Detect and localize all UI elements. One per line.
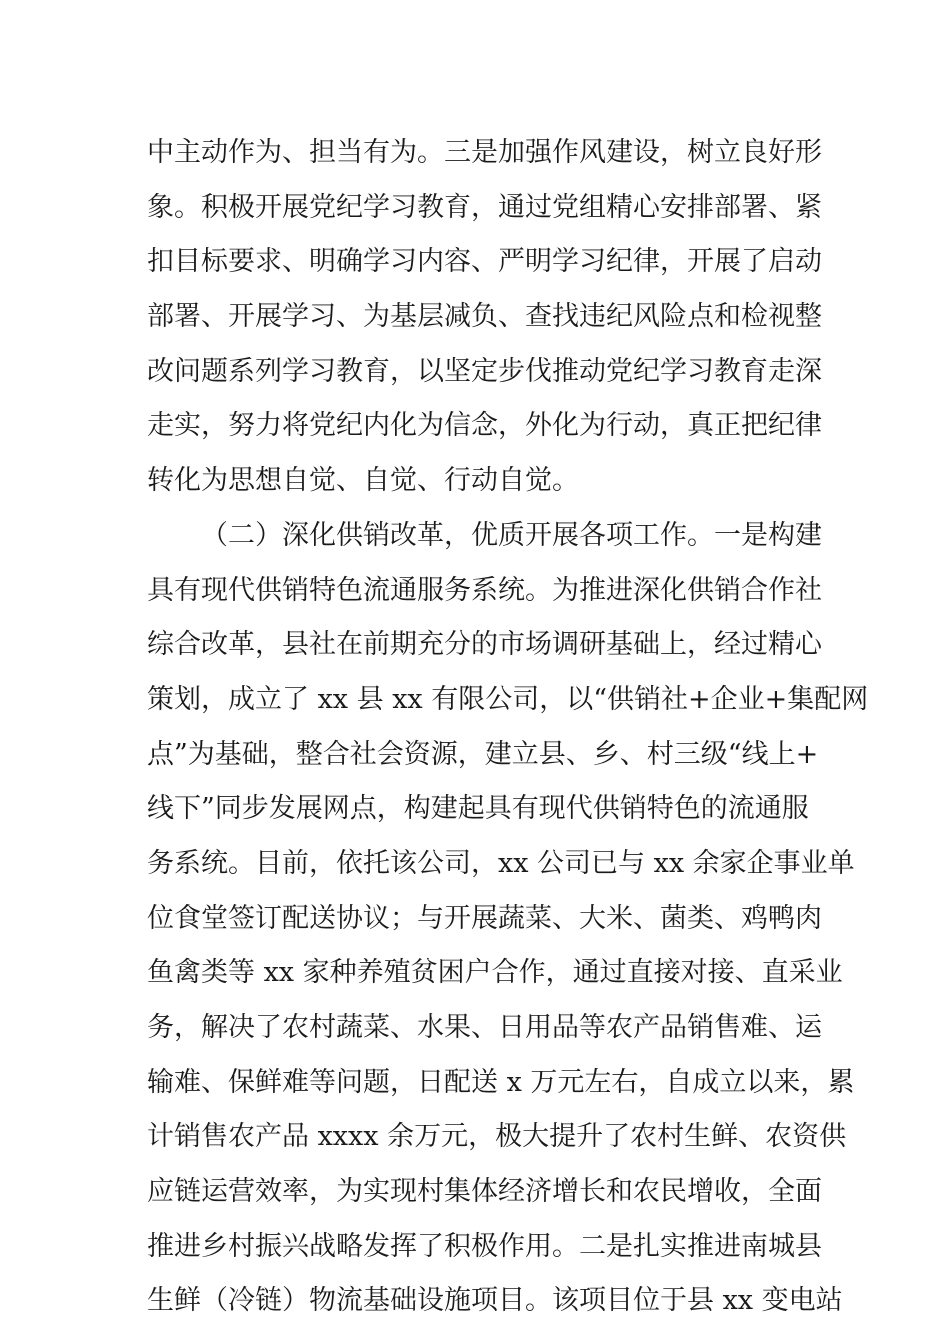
- text-line: 走实，努力将党纪内化为信念，外化为行动，真正把纪律: [147, 410, 822, 442]
- paragraph-end-line: 转化为思想自觉、自觉、行动自觉。: [147, 465, 579, 497]
- text-line: 线下”同步发展网点，构建起具有现代供销特色的流通服: [147, 793, 809, 825]
- text-line: 改问题系列学习教育，以坚定步伐推动党纪学习教育走深: [147, 355, 822, 387]
- text-line: 位食堂签订配送协议；与开展蔬菜、大米、菌类、鸡鸭肉: [147, 902, 822, 934]
- text-line: 务，解决了农村蔬菜、水果、日用品等农产品销售难、运: [147, 1012, 822, 1043]
- body-text: [147, 126, 869, 1329]
- text-line: 综合改革，县社在前期充分的市场调研基础上，经过精心: [147, 629, 822, 661]
- text-line: 中主动作为、担当有为。三是加强作风建设，树立良好形: [147, 137, 822, 168]
- text-line: 具有现代供销特色流通服务系统。为推进深化供销合作社: [147, 574, 822, 606]
- text-line: 象。积极开展党纪学习教育，通过党组精心安排部署、紧: [147, 191, 822, 223]
- text-line: 生鲜（冷链）物流基础设施项目。该项目位于县 xx 变电站: [147, 1285, 843, 1317]
- text-line: 扣目标要求、明确学习内容、严明学习纪律，开展了启动: [147, 246, 822, 278]
- text-line: 部署、开展学习、为基层减负、查找违纪风险点和检视整: [147, 301, 822, 333]
- section-heading-line: （二）深化供销改革，优质开展各项工作。一是构建: [201, 519, 822, 551]
- text-line: 务系统。目前，依托该公司，xx 公司已与 xx 余家企事业单: [147, 847, 855, 879]
- text-line: 输难、保鲜难等问题，日配送 x 万元左右，自成立以来，累: [147, 1066, 855, 1098]
- text-line: 推进乡村振兴战略发挥了积极作用。二是扎实推进南城县: [147, 1230, 822, 1262]
- text-line: 鱼禽类等 xx 家种养殖贫困户合作，通过直接对接、直采业: [147, 957, 843, 989]
- text-line: 计销售农产品 xxxx 余万元，极大提升了农村生鲜、农资供: [147, 1121, 847, 1153]
- text-line: 点”为基础，整合社会资源，建立县、乡、村三级“线上+: [147, 738, 819, 770]
- text-line: 应链运营效率，为实现村集体经济增长和农民增收，全面: [147, 1176, 822, 1208]
- text-line: 策划，成立了 xx 县 xx 有限公司，以“供销社+企业+集配网: [147, 683, 869, 715]
